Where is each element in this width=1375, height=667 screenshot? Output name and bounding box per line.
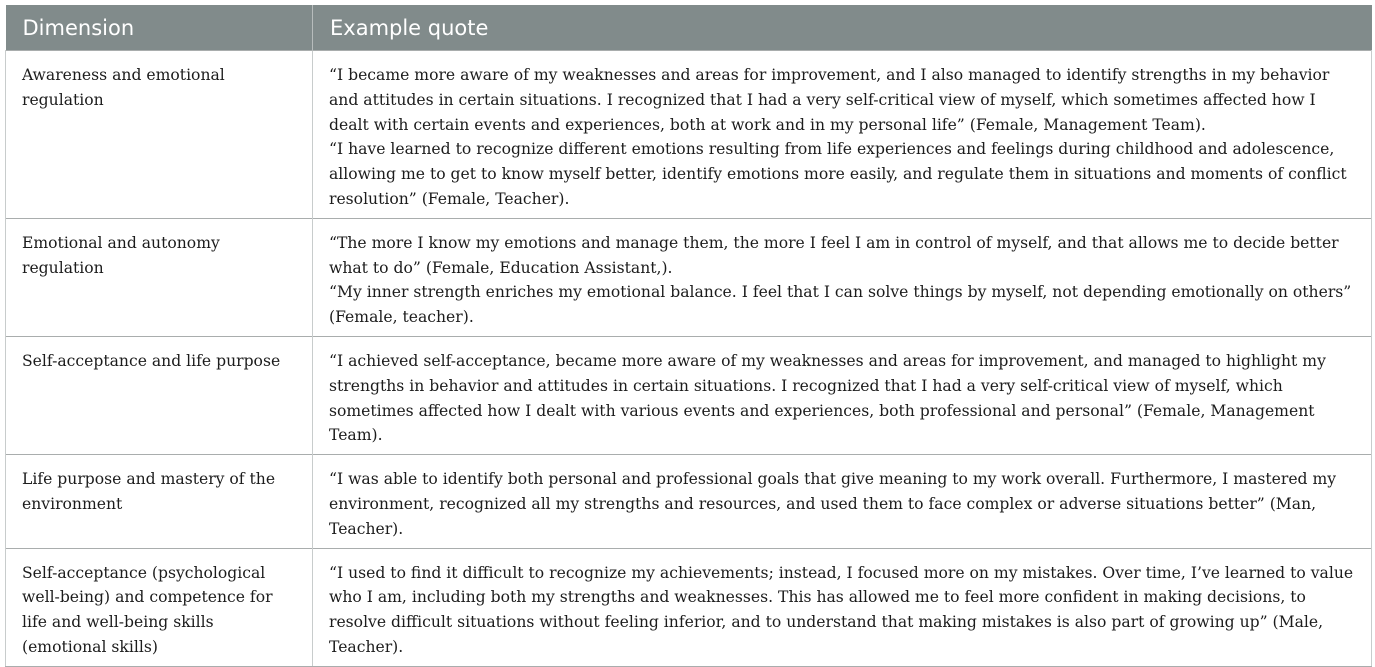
- table-row: [6, 548, 1372, 666]
- quote-text: “I became more aware of my weaknesses and areas for improvement, and I also managed to identify strengths in my behavior and attitudes in certain situations. I recognized that I had a very self-critical view of myself, which sometimes affected how I dealt with certain events and experiences, both at work and in my personal life” (Female, Management Team).: [329, 66, 1330, 134]
- quote-text: “I have learned to recognize different emotions resulting from life experiences and feelings during childhood and adolescence, allowing me to get to know myself better, identify emotions more easily, and regulate them in situations and moments of conflict resolution” (Female, Teacher).: [329, 140, 1347, 208]
- table-row: [6, 218, 1372, 336]
- quote-cell: [313, 218, 1372, 336]
- table-header: [6, 5, 1372, 51]
- quote-text: “I achieved self-acceptance, became more aware of my weaknesses and areas for improvement, and managed to highlight my strengths in behavior and attitudes in certain situations. I recognized that I had a very self-critical view of myself, which sometimes affected how I dealt with various events and experiences, both professional and personal” (Female, Management Team).: [329, 351, 1326, 445]
- table-body: [6, 51, 1372, 667]
- header-example-quote: Example quote: [313, 5, 1372, 51]
- quote-text: “I used to find it difficult to recognize my achievements; instead, I focused more on my mistakes. Over time, I’ve learned to value who I am, including both my strengths and weaknesses. This has allowed me to feel more confident in making decisions, to resolve difficult situations without feeling inferior, and to understand that making mistakes is also part of growing up” (Male, Teacher).: [329, 563, 1354, 656]
- table: [5, 5, 1372, 667]
- dimension-cell: Awareness and emotional regulation: [6, 51, 313, 219]
- table-row: [6, 455, 1372, 548]
- quote-cell: [313, 336, 1372, 454]
- header-dimension: Dimension: [6, 5, 313, 51]
- dimension-cell: Self-acceptance (psychological well-being) and competence for life and well-being skills (emotional skills): [6, 548, 313, 666]
- quote-cell: [313, 455, 1372, 548]
- dimension-quote-table: [5, 5, 1371, 667]
- quote-text: “My inner strength enriches my emotional balance. I feel that I can solve things by myself, not depending emotionally on others” (Female, teacher).: [329, 283, 1352, 327]
- dimension-cell: Life purpose and mastery of the environment: [6, 455, 313, 548]
- dimension-cell: Self-acceptance and life purpose: [6, 336, 313, 454]
- table-row: [6, 336, 1372, 454]
- quote-cell: [313, 548, 1372, 666]
- quote-text: “The more I know my emotions and manage them, the more I feel I am in control of myself, and that allows me to decide better what to do” (Female, Education Assistant,).: [329, 233, 1339, 277]
- header-row: [6, 5, 1372, 51]
- dimension-cell: Emotional and autonomy regulation: [6, 218, 313, 336]
- table-row: [6, 51, 1372, 219]
- quote-cell: [313, 51, 1372, 219]
- quote-text: “I was able to identify both personal and professional goals that give meaning to my work overall. Furthermore, I mastered my environment, recognized all my strengths and resources, and used them to face complex or adverse situations better” (Man, Teacher).: [329, 470, 1337, 538]
